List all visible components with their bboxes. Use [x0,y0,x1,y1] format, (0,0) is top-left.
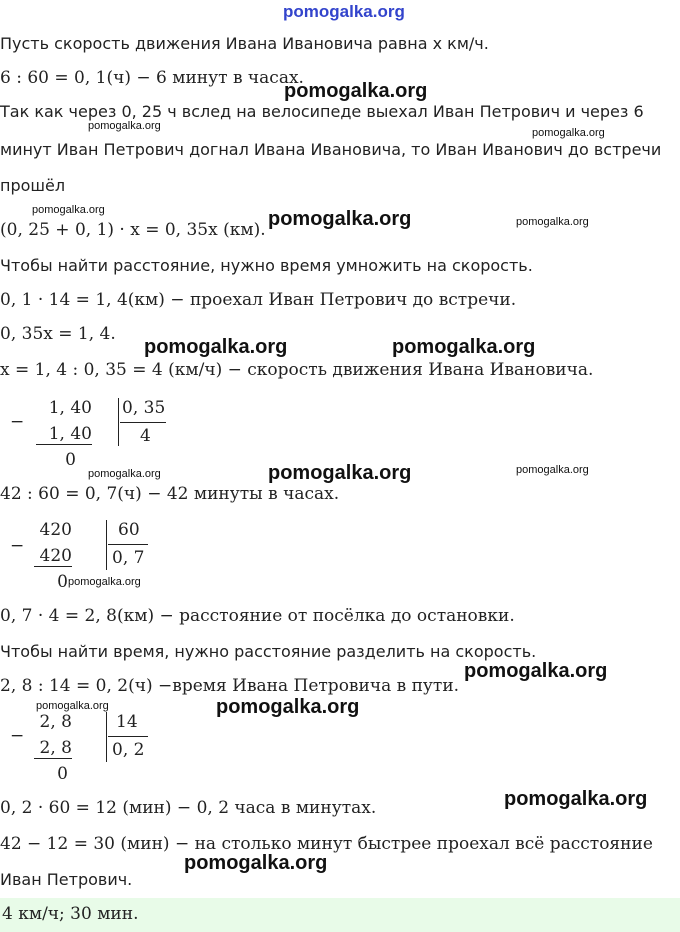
text-line-10: x = 1, 4 : 0, 35 = 4 (км/ч) − скорость движения Ивана Ивановича. [0,360,594,380]
remainder: 0 [57,764,68,784]
divisor-underline [120,422,166,423]
watermark: pomogalka.org [268,462,412,484]
division-bar [106,520,107,570]
quotient: 0, 7 [112,548,145,568]
watermark: pomogalka.org [88,468,161,480]
text-line-9: 0, 35x = 1, 4. [0,324,116,344]
text-line-7: Чтобы найти расстояние, нужно время умножить на скорость. [0,256,533,275]
watermark: pomogalka.org [36,700,109,712]
divisor: 0, 35 [122,398,166,418]
divisor-underline [108,544,148,545]
watermark: pomogalka.org [516,216,589,228]
remainder: 0 [65,450,76,470]
text-line-12: 0, 7 · 4 = 2, 8(км) − расстояние от посёлка до остановки. [0,606,515,626]
watermark: pomogalka.org [68,576,141,588]
remainder: 0 [57,572,68,592]
text-line-1: Пусть скорость движения Ивана Ивановича равна x км/ч. [0,34,489,53]
dividend: 2, 8 [39,712,72,732]
text-line-2: 6 : 60 = 0, 1(ч) − 6 минут в часах. [0,68,304,88]
text-line-14: 2, 8 : 14 = 0, 2(ч) −время Ивана Петровича в пути. [0,676,460,696]
quotient: 4 [140,426,151,446]
dividend: 420 [39,520,72,540]
text-line-13: Чтобы найти время, нужно расстояние разделить на скорость. [0,642,537,661]
text-line-16: 42 − 12 = 30 (мин) − на столько минут быстрее проехал всё расстояние [0,834,653,854]
text-line-15: 0, 2 · 60 = 12 (мин) − 0, 2 часа в минутах. [0,798,377,818]
watermark: pomogalka.org [392,336,536,358]
watermark: pomogalka.org [32,204,105,216]
long-division-3 [10,712,170,786]
text-line-4: минут Иван Петрович догнал Ивана Ивановича, то Иван Иванович до встречи [0,140,662,159]
division-bar [118,398,119,446]
watermark: pomogalka.org [268,208,412,230]
subtrahend: 1, 40 [36,424,92,445]
watermark: pomogalka.org [284,80,428,102]
text-line-8: 0, 1 · 14 = 1, 4(км) − проехал Иван Петрович до встречи. [0,290,517,310]
text-line-5: прошёл [0,176,66,195]
text-line-17: Иван Петрович. [0,870,133,889]
divisor: 14 [116,712,138,732]
minus-sign: − [10,726,25,746]
site-header-link[interactable]: pomogalka.org [283,2,405,21]
watermark: pomogalka.org [516,464,589,476]
answer-box [0,898,680,932]
subtrahend: 2, 8 [34,738,72,759]
watermark: pomogalka.org [504,788,648,810]
watermark: pomogalka.org [216,696,360,718]
text-line-11: 42 : 60 = 0, 7(ч) − 42 минуты в часах. [0,484,340,504]
division-bar [106,712,107,762]
text-line-3: Так как через 0, 25 ч вслед на велосипеде выехал Иван Петрович и через 6 [0,102,644,121]
text-line-6: (0, 25 + 0, 1) · x = 0, 35x (км). [0,220,266,240]
dividend: 1, 40 [48,398,92,418]
watermark: pomogalka.org [144,336,288,358]
watermark: pomogalka.org [464,660,608,682]
minus-sign: − [10,412,25,432]
divisor: 60 [118,520,140,540]
minus-sign: − [10,536,25,556]
long-division-1 [10,398,170,472]
watermark: pomogalka.org [184,852,328,874]
answer-text: 4 км/ч; 30 мин. [2,904,139,924]
watermark: pomogalka.org [88,120,161,132]
subtrahend: 420 [34,546,72,567]
divisor-underline [108,736,148,737]
watermark: pomogalka.org [532,127,605,139]
quotient: 0, 2 [112,740,145,760]
